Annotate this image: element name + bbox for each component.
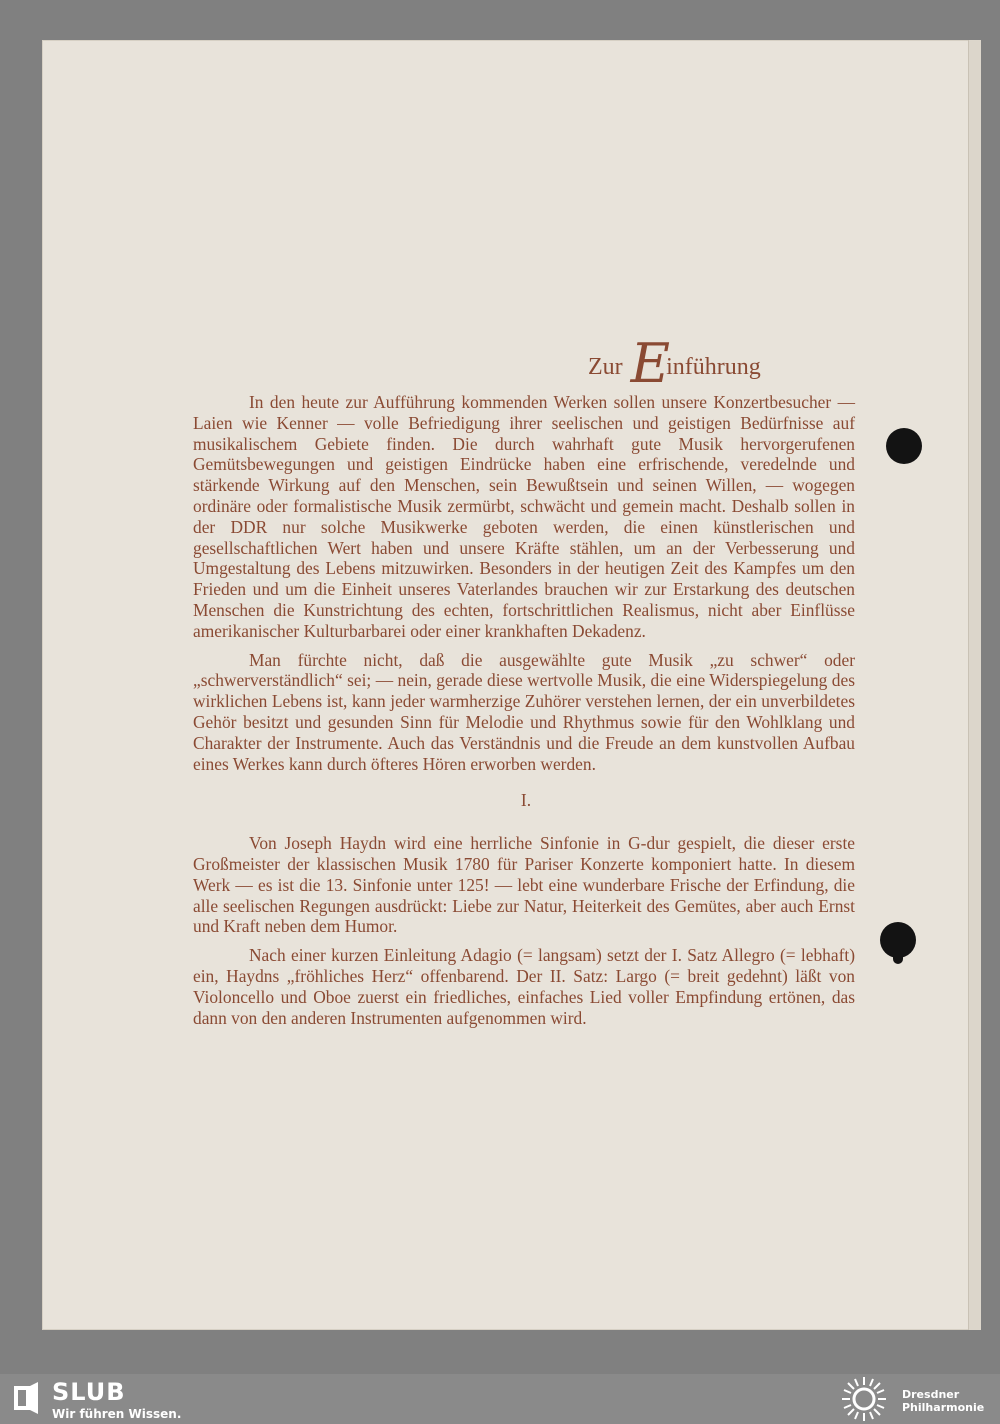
- paragraph-understanding: Man fürchte nicht, daß die ausgewählte gute Musik „zu schwer“ oder „schwerverständlich“ sei; — nein, gerade diese wertvolle Musik, die eine Widerspiegelung des wirklichen Lebens ist, kann jeder warmherzige Zuhörer verstehen lernen, der ein unverbildetes Gehör besitzt und gesunden Sinn für Melodie und Rhythmus sowie für den Wohlklang und Charakter der Instrumente. Auch das Verständnis und die Freude an dem kunstvollen Aufbau eines Werkes kann durch öfteres Hören erworben werden.: [193, 649, 855, 774]
- section-numeral: I.: [520, 790, 532, 811]
- slub-logo-icon: [12, 1380, 40, 1416]
- paragraph-haydn: Von Joseph Haydn wird eine herrliche Sinfonie in G-dur gespielt, die dieser erste Großmeister der klassischen Musik 1780 für Pariser Konzerte komponiert hatte. In diesem Werk — es ist die 13. Sinfonie unter 125! — lebt eine wunderbare Frische der Erfindung, die alle seelischen Regungen ausdrückt: Liebe zur Natur, Heiterkeit des Gemütes, aber auch Ernst und Kraft neben dem Humor.: [193, 833, 855, 937]
- title-initial: E: [630, 332, 669, 395]
- partner-name[interactable]: [902, 1388, 984, 1414]
- page-edge: [968, 40, 981, 1330]
- punch-hole-top: [886, 428, 922, 464]
- philharmonie-logo-icon: [840, 1375, 888, 1423]
- paragraph-movements: Nach einer kurzen Einleitung Adagio (= langsam) setzt der I. Satz Allegro (= lebhaft) ein, Haydns „fröhliches Herz“ offenbarend. Der II. Satz: Largo (= breit gedehnt) läßt von Violoncello und Oboe zuerst ein friedliches, einfaches Lied voller Empfindung ertönen, das dann von den anderen Instrumenten aufgenommen wird.: [193, 945, 855, 1028]
- partner-name-line1: Dresdner: [902, 1388, 960, 1401]
- page-title: [588, 324, 761, 395]
- title-prefix: Zur: [588, 354, 623, 380]
- partner-name-line2: Philharmonie: [902, 1401, 985, 1414]
- punch-hole-tear: [893, 950, 903, 964]
- library-tagline: Wir führen Wissen.: [52, 1407, 182, 1421]
- library-name[interactable]: SLUB: [52, 1378, 126, 1406]
- title-rest: inführung: [666, 354, 761, 380]
- body-text: [193, 392, 855, 1036]
- paragraph-intro: In den heute zur Aufführung kommenden Werken sollen unsere Konzertbesucher — Laien wie Kenner — volle Befriedigung ihrer seelischen und geistigen Bedürfnisse auf musikalischem Gebiete finden. Die durch wahrhaft gute Musik hervorgerufenen Gemütsbewegungen und geistigen Eindrücke haben eine erfrischende, veredelnde und stärkende Wirkung auf den Menschen, sein Bewußtsein und seinen Willen, — wogegen ordinäre oder formalistische Musik zermürbt, schwächt und gemein macht. Deshalb sollen in der DDR nur solche Musikwerke geboten werden, die einen künstlerischen und gesellschaftlichen Wert haben und unsere Kräfte stählen, um an der Verbesserung und Umgestaltung des Lebens mitzuwirken. Besonders in der heutigen Zeit des Kampfes um den Frieden und um die Einheit unseres Vaterlandes brauchen wir zur Erstarkung des deutschen Menschen die Kunstrichtung des echten, fortschrittlichen Realismus, nicht aber Einflüsse amerikanischer Kulturbarbarei oder einer krankhaften Dekadenz.: [193, 392, 855, 641]
